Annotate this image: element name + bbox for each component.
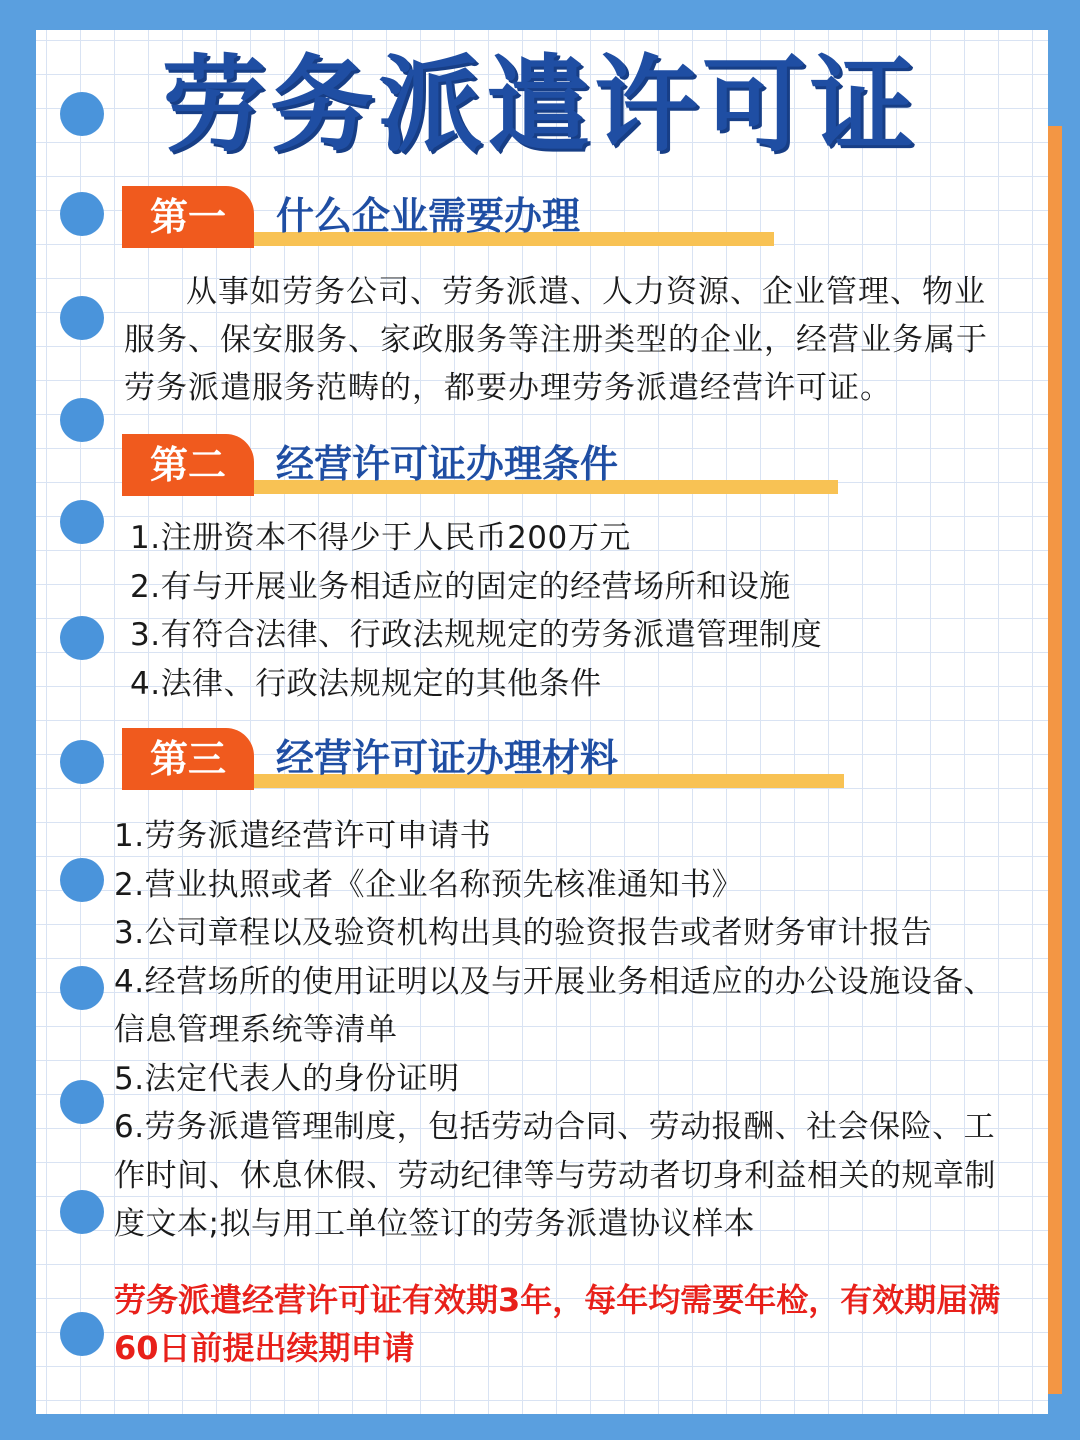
section-header-1 — [122, 186, 742, 252]
conditions-list — [130, 514, 1010, 708]
list-item: 1.注册资本不得少于人民币200万元 — [130, 520, 631, 556]
list-item: 1.劳务派遣经营许可申请书 — [114, 818, 492, 854]
binder-hole — [60, 858, 104, 902]
binder-hole — [60, 192, 104, 236]
list-item: 5.法定代表人的身份证明 — [114, 1060, 460, 1097]
section-tag: 第一 — [122, 186, 254, 248]
list-item: 3.公司章程以及验资机构出具的验资报告或者财务审计报告 — [114, 915, 933, 951]
binder-hole — [60, 1190, 104, 1234]
list-item: 4.法律、行政法规规定的其他条件 — [130, 665, 602, 702]
section-header-2 — [122, 434, 742, 500]
page-title: 劳务派遣许可证 — [161, 44, 918, 166]
section-heading: 经营许可证办理条件 — [276, 442, 619, 486]
section-paragraph: 从事如劳务公司、劳务派遣、人力资源、企业管理、物业服务、保安服务、家政服务等注册类型的企业，经营业务属于劳务派遣服务范畴的，都要办理劳务派遣经营许可证。 — [124, 274, 988, 406]
binder-hole — [60, 398, 104, 442]
binder-hole — [60, 966, 104, 1010]
list-item: 3.有符合法律、行政法规规定的劳务派遣管理制度 — [130, 617, 823, 653]
binder-hole — [60, 296, 104, 340]
section-tag: 第三 — [122, 728, 254, 790]
section-heading: 什么企业需要办理 — [276, 194, 581, 238]
binder-hole — [60, 616, 104, 660]
binder-hole — [60, 1080, 104, 1124]
materials-list — [114, 812, 1014, 1249]
list-item: 2.营业执照或者《企业名称预先核准通知书》 — [114, 866, 744, 903]
validity-note: 劳务派遣经营许可证有效期3年，每年均需要年检，有效期届满60日前提出续期申请 — [114, 1281, 1001, 1367]
section-tag: 第二 — [122, 434, 254, 496]
binder-hole — [60, 1312, 104, 1356]
list-item: 4.经营场所的使用证明以及与开展业务相适应的办公设施设备、信息管理系统等清单 — [114, 963, 996, 1048]
binder-hole — [60, 500, 104, 544]
paper-edge-accent — [1048, 126, 1062, 1394]
binder-hole — [60, 740, 104, 784]
list-item: 6.劳务派遣管理制度，包括劳动合同、劳动报酬、社会保险、工作时间、休息休假、劳动纪律等与劳动者切身利益相关的规章制度文本;拟与用工单位签订的劳务派遣协议样本 — [114, 1109, 996, 1242]
list-item: 2.有与开展业务相适应的固定的经营场所和设施 — [130, 568, 791, 605]
section-header-3 — [122, 728, 742, 794]
section-heading: 经营许可证办理材料 — [276, 736, 619, 780]
